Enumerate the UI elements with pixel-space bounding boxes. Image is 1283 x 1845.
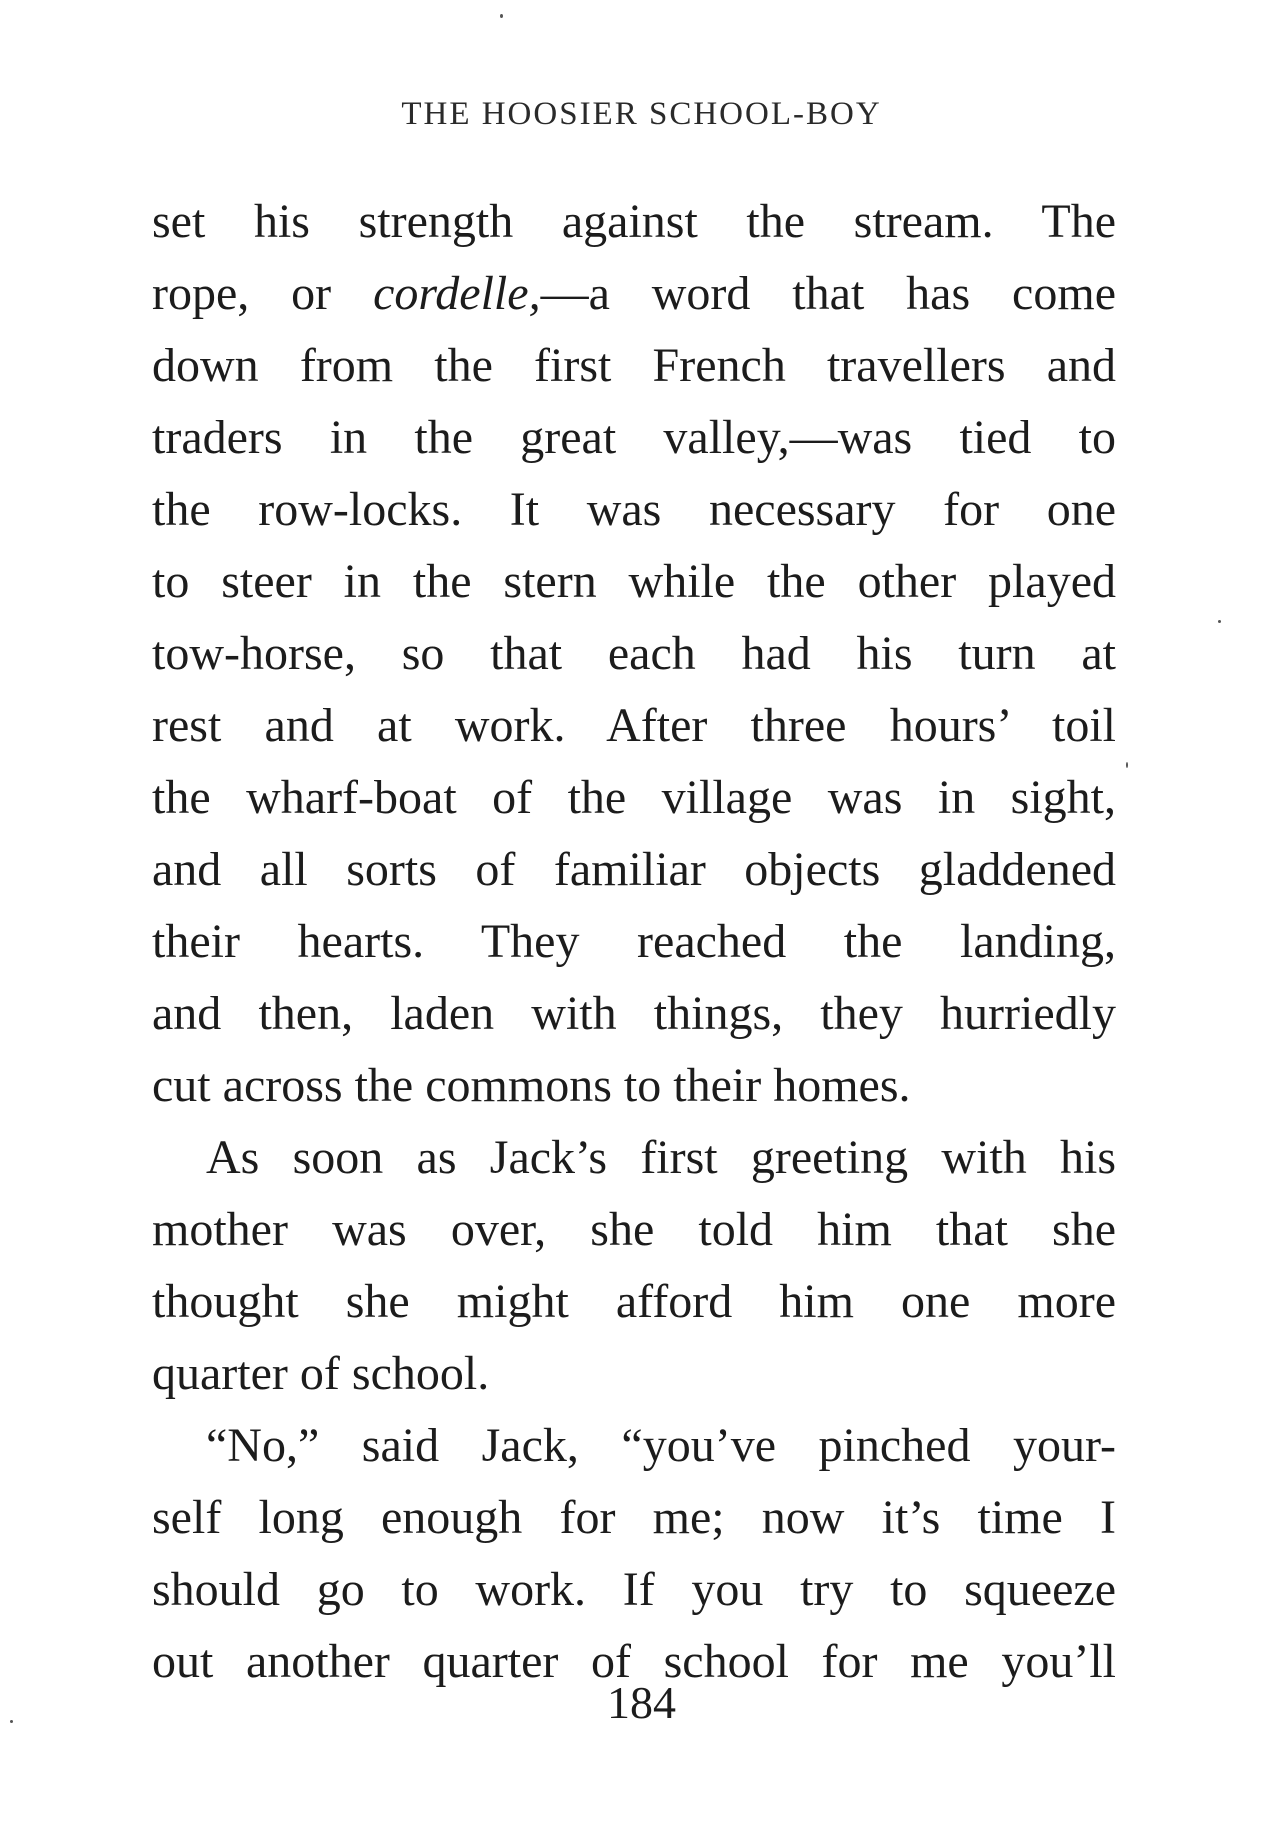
italic-term: cordelle, <box>373 267 541 320</box>
paragraph-2 <box>152 1122 1116 1410</box>
page-number: 184 <box>607 1677 676 1728</box>
running-head: THE HOOSIER SCHOOL-BOY <box>401 96 882 132</box>
scan-speck <box>10 1720 13 1723</box>
body-text <box>152 186 1116 1698</box>
text-line: traders in the great valley,—was tied to <box>152 411 1116 464</box>
text-line: should go to work. If you try to squeeze <box>152 1563 1116 1616</box>
text-line: mother was over, she told him that she <box>152 1203 1116 1256</box>
text-line: down from the first French travellers and <box>152 339 1116 392</box>
text-line: “No,” said Jack, “you’ve pinched your- <box>206 1419 1116 1472</box>
text-line: self long enough for me; now it’s time I <box>152 1491 1116 1544</box>
text-line: set his strength against the stream. The <box>152 195 1116 248</box>
text-line: and then, laden with things, they hurriedly <box>152 987 1116 1040</box>
text-line: their hearts. They reached the landing, <box>152 915 1116 968</box>
text-line <box>152 258 1116 330</box>
text-line: rest and at work. After three hours’ toil <box>152 699 1116 752</box>
text-line: the wharf-boat of the village was in sight, <box>152 771 1116 824</box>
text-line: As soon as Jack’s first greeting with his <box>206 1131 1116 1184</box>
scan-speck <box>1126 762 1128 768</box>
scan-speck <box>1218 620 1221 623</box>
text-span: rope, or <box>152 267 374 320</box>
text-line: tow-horse, so that each had his turn at <box>152 627 1116 680</box>
text-line: the row-locks. It was necessary for one <box>152 483 1116 536</box>
paragraph-3 <box>152 1410 1116 1698</box>
text-span: —a word that has come <box>540 267 1117 320</box>
scan-speck <box>500 14 503 18</box>
text-line: cut across the commons to their homes. <box>152 1059 911 1112</box>
text-line: out another quarter of school for me you’ll <box>152 1635 1116 1688</box>
paragraph-1 <box>152 186 1116 1122</box>
text-line: and all sorts of familiar objects gladdened <box>152 843 1116 896</box>
text-line: quarter of school. <box>152 1347 490 1400</box>
text-line: thought she might afford him one more <box>152 1275 1116 1328</box>
text-line: to steer in the stern while the other played <box>152 555 1116 608</box>
